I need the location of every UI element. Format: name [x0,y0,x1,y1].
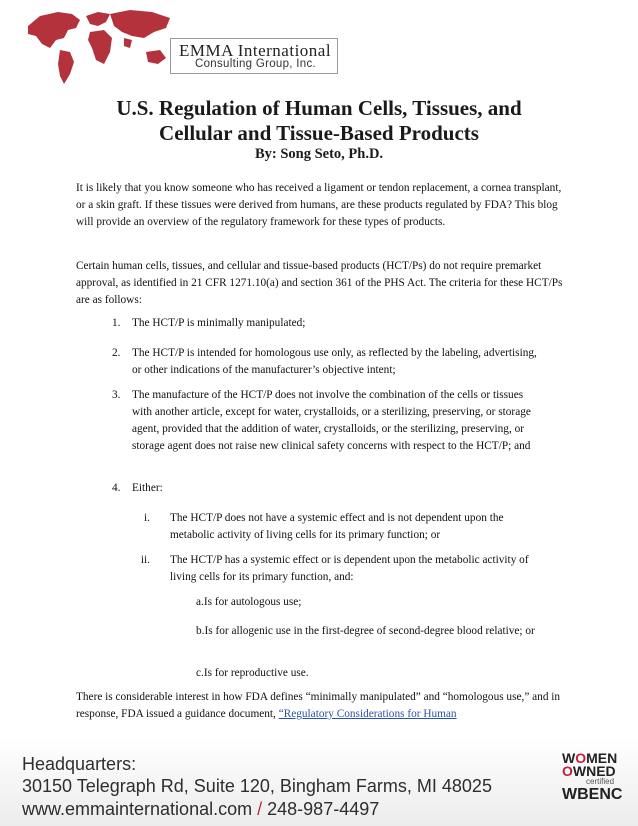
list-text: The manufacture of the HCT/P does not involve the combination of the cells or tissues with another article, except for water, crystalloids, or a sterilizing, preserving, or storage agent, provided that the addition of water, crystalloids, or the sterilizing, preserving, or storage agent does not raise new clinical safety concerns with respect to the HCT/P; and [132,389,531,452]
badge-certified: certified [586,777,615,786]
list-number: 4. [112,482,121,494]
sub-number: i. [144,512,150,524]
world-map-logo [20,4,180,89]
contact-line [22,799,379,820]
criteria-intro-paragraph: Certain human cells, tissues, and cellular and tissue-based products (HCT/Ps) do not require premarket approval, as identified in 21 CFR 1271.10(a) and section 361 of the PHS Act. The criteria for these HCT/Ps are as follows: [76,260,563,306]
alpha-text [196,665,556,682]
separator: / [257,799,263,819]
list-number: 1. [112,317,121,329]
list-text: The HCT/P is minimally manipulated; [132,317,306,329]
sub-text: The HCT/P has a systemic effect or is dependent upon the metabolic activity of living cells for its primary function, and: [170,554,529,583]
sub-text: The HCT/P does not have a systemic effect and is not dependent upon the metabolic activity of living cells for its primary function; or [170,512,504,541]
company-logo-box [170,38,338,74]
headquarters-address: 30150 Telegraph Rd, Suite 120, Bingham Farms, MI 48025 [22,776,492,796]
guidance-document-link[interactable]: “Regulatory Considerations for Human [278,708,457,720]
guidance-paragraph [76,689,566,723]
badge-men: MEN [586,750,618,766]
headquarters-label: Headquarters: [22,754,137,774]
women-owned-wbenc-badge [556,746,628,820]
alpha-label: b. [196,625,205,637]
document-title [40,96,598,146]
letterhead [0,0,638,92]
badge-o: O [562,763,573,779]
alpha-label: c. [196,667,204,679]
company-name: EMMA International [179,41,332,60]
title-line-1: U.S. Regulation of Human Cells, Tissues, and [116,96,522,120]
badge-wned: WNED [572,763,616,779]
intro-paragraph: It is likely that you know someone who has received a ligament or tendon replacement, a cornea transplant, or a skin graft. If these tissues were derived from humans, are these products regulated by FDA? This blog will provide an overview of the regulatory framework for these types of products. [76,182,562,228]
alpha-text [196,594,556,611]
footer [0,738,638,826]
alpha-body: Is for allogenic use in the first-degree of second-degree blood relative; or [204,625,535,637]
phone-number: 248-987-4497 [267,799,380,819]
alpha-text [196,623,556,640]
alpha-label: a. [196,596,204,608]
sub-number: ii. [140,554,150,566]
list-text: The HCT/P is intended for homologous use only, as reflected by the labeling, advertising, or other indications of the manufacturer’s objective intent; [132,347,537,376]
author-byline: By: Song Seto, Ph.D. [254,146,384,162]
guidance-text: There is considerable interest in how FDA defines “minimally manipulated” and “homologous use,” and in response, FDA issued a guidance document, [76,691,561,720]
website-link[interactable]: www.emmainternational.com [22,799,253,819]
alpha-body: Is for reproductive use. [203,667,309,679]
badge-o: O [575,750,587,766]
badge-w: W [562,750,576,766]
list-text: Either: [132,482,163,494]
women-owned-text [562,752,617,778]
list-number: 3. [112,389,121,401]
company-subtitle: Consulting Group, Inc. [195,58,317,70]
title-line-2: Cellular and Tissue-Based Products [159,121,479,145]
badge-wbenc: WBENC [562,786,623,803]
list-number: 2. [112,347,121,359]
alpha-body: Is for autologous use; [203,596,302,608]
